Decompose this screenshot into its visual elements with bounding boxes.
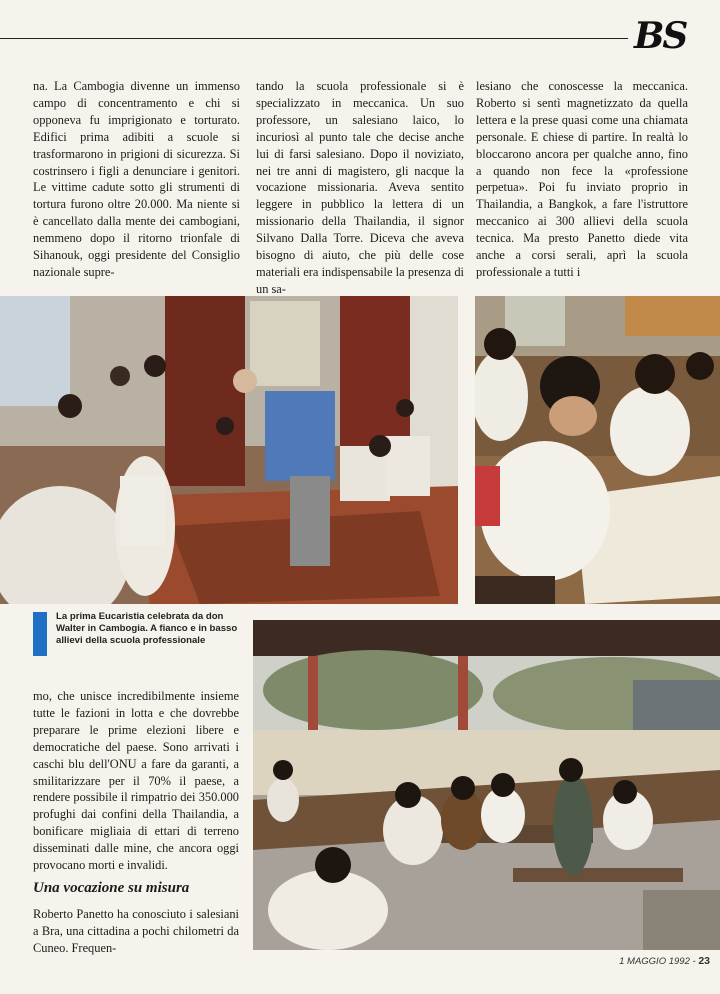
photo-students-desks [475,296,720,604]
page-footer [560,955,710,967]
article-column-3: lesiano che conoscesse la meccanica. Roberto si sentì magnetizzato da quella lettera e la prese quasi come una chiamata personale. E chiese di partire. In realtà lo bloccarono ancora per qualche anno, fino a quando non fece la «professione perpetua». Poi fu inviato proprio in Thailandia, a Bangkok, a fare l'istruttore meccanico ai 300 allievi della scuola tecnica. Ma presto Panetto diede vita anche a corsi serali, aprì la scuola professionale a tutti i [476,79,688,279]
magazine-logo: BS [634,15,687,57]
article-column-5: Roberto Panetto ha conosciuto i salesiani a Bra, una cittadina a pochi chilometri da Cuneo. Frequen- [33,907,239,955]
photo-open-air-school [253,620,720,950]
header-rule [0,38,628,39]
article-column-4: mo, che unisce incredibilmente insieme tutte le fazioni in lotta e che dovrebbe preparare le prime elezioni libere e democratiche del paese. Sono arrivati i caschi blu dell'ONU a fare da garanti, a smilitarizzare per il 70% il paese, a rendere possibile il rimpatrio dei 350.000 profughi dai confini della Thailandia, a bonificare migliaia di ettari di terreno disseminati dalle mine, che ancora oggi provocano morti e invalidi. [33,689,239,873]
article-subheading: Una vocazione su misura [33,880,190,896]
caption-marker [33,612,47,656]
article-column-2: tando la scuola professionale si è specializzato in meccanica. Un suo professore, un salesiano laico, lo incuriosì al punto tale che decise anche lui di farsi salesiano. Dopo il noviziato, nei tre anni di magistero, gli nacque la vocazione missionaria. Aveva sentito leggere in pubblico la lettera di un missionario della Thailandia, il signor Silvano Dalla Torre. Diceva che aveva bisogno di aiuto, che più delle cose materiali era indispensabile la presenza di un sa- [256,79,464,296]
issue-date: 1 MAGGIO 1992 - [619,956,696,967]
page-number: 23 [698,955,710,967]
article-column-1: na. La Cambogia divenne un immenso campo di concentramento e chi si opponeva fu imprigionato e torturato. Edifici prima adibiti a scuole si trasformarono in prigioni di sicurezza. Si costrinsero i figli a denunciare i genitori. Le vittime cadute sotto gli strumenti di tortura furono oltre 20.000. Ma niente si è cancellato dalla mente dei cambogiani, nemmeno dopo il ritorno trionfale di Sihanouk, oggi presidente del Consiglio nazionale supre- [33,79,240,279]
photo-first-eucharist [0,296,458,604]
photo-caption: La prima Eucaristia celebrata da don Walter in Cambogia. A fianco e in basso allievi della scuola professionale [56,611,238,647]
